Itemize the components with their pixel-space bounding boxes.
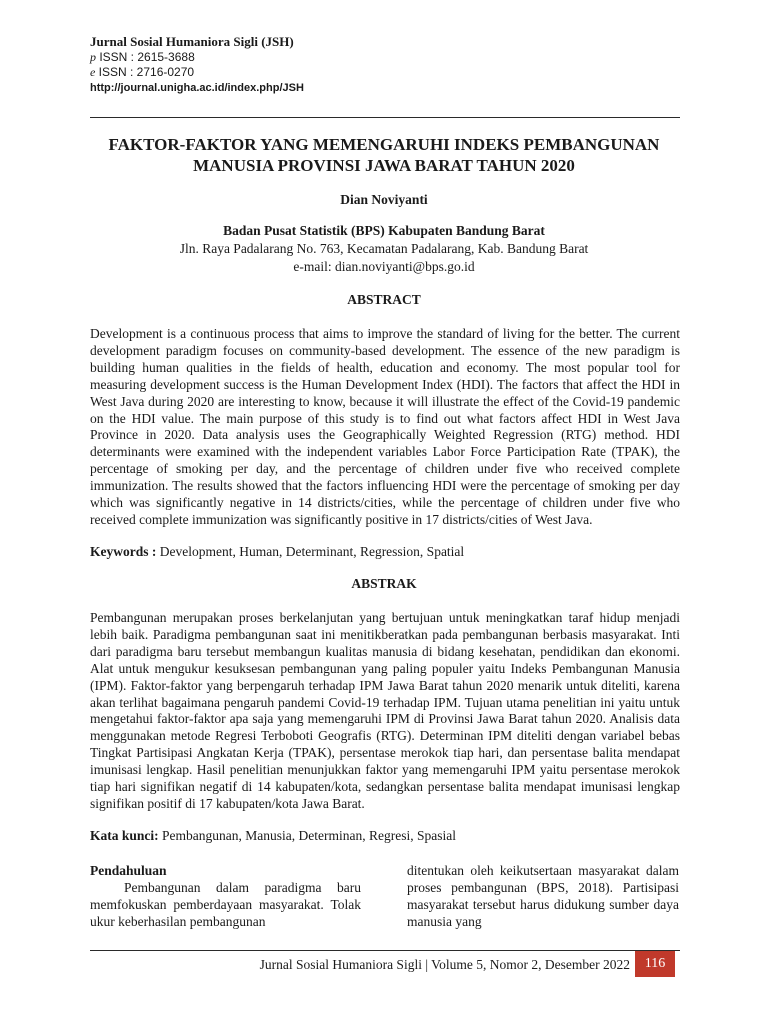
- abstrak-body: Pembangunan merupakan proses berkelanjutan yang bertujuan untuk meningkatkan taraf hidup menjadi lebih baik. Paradigma pembangunan saat ini menitikberatkan pada pembangunan berbasis masyarakat. Inti dari paradigma baru tersebut membangun kualitas manusia di bidang kesehatan, pendidikan dan ekonomi. Alat untuk mengukur kesuksesan pembangunan yang paling populer yaitu Indeks Pembangunan Manusia (IPM). Faktor-faktor yang berpengaruh terhadap IPM Jawa Barat tahun 2020 menarik untuk diteliti, karena akan terlihat bagaimana pengaruh pandemi Covid-19 terhadap IPM. Tujuan utama penelitian ini yaitu untuk mengetahui faktor-faktor apa saja yang memengaruhi IPM di Provinsi Jawa Barat tahun 2020. Analisis data menggunakan metode Regresi Terboboti Geografis (RTG). Determinan IPM diteliti dengan variabel bebas Tingkat Partisipasi Angkatan Kerja (TPAK), persentase merokok tiap hari, dan persentase balita mendapat imunisasi lengkap. Hasil penelitian menunjukkan faktor yang memengaruhi IPM yaitu persentase merokok tiap hari signifikan negatif di 14 kabupaten/kota, sedangkan persentase balita mendapat imunisasi lengkap signifikan positif di 17 kabupaten/kota Jawa Barat.: [90, 610, 680, 811]
- online-issn-prefix: e: [90, 65, 96, 79]
- online-issn-value: ISSN : 2716-0270: [98, 65, 195, 79]
- body-paragraph-left: Pembangunan dalam paradigma baru memfokuskan pemberdayaan masyarakat. Tolak ukur keberhasilan pembangunan: [90, 880, 361, 929]
- page-number-badge: 116: [635, 951, 675, 977]
- print-issn-prefix: p: [90, 50, 96, 64]
- author-name: Dian Noviyanti: [340, 192, 428, 207]
- author-email: e-mail: dian.noviyanti@bps.go.id: [293, 259, 475, 274]
- abstrak-keywords: [90, 828, 680, 844]
- header-divider: [90, 117, 680, 118]
- paper-title: [60, 134, 708, 176]
- online-issn: [90, 65, 304, 80]
- abstrak-heading: ABSTRAK: [351, 576, 417, 591]
- print-issn-value: ISSN : 2615-3688: [99, 50, 195, 64]
- footer-journal-info: Jurnal Sosial Humaniora Sigli | Volume 5, Nomor 2, Desember 2022: [259, 957, 630, 972]
- body-paragraph-right: ditentukan oleh keikutsertaan masyarakat dalam proses pembangunan (BPS, 2018). Partisipasi masyarakat tersebut harus didukung sumber daya manusia yang: [407, 863, 679, 929]
- journal-header: [90, 34, 304, 96]
- body-column-left: [90, 862, 361, 930]
- section-heading: Pendahuluan: [90, 863, 167, 878]
- paper-title-line-1: FAKTOR-FAKTOR YANG MEMENGARUHI INDEKS PEMBANGUNAN: [108, 135, 660, 154]
- keywords-label: Keywords :: [90, 544, 157, 559]
- kata-kunci-label: Kata kunci:: [90, 828, 159, 843]
- abstract-heading: ABSTRACT: [347, 292, 421, 307]
- abstract-body: Development is a continuous process that aims to improve the standard of living for the better. The current development paradigm focuses on community-based development. The essence of the new paradigm is building human qualities in the fields of health, education and economy. The most popular tool for measuring development success is the Human Development Index (HDI). The factors that affect the HDI in West Java during 2020 are interesting to know, because it will illustrate the effect of the Covid-19 pandemic on the HDI value. The main purpose of this study is to find out what factors affect HDI in West Java Province in 2020. Data analysis uses the Geographically Weighted Regression (RTG) method. HDI determinants were examined with the independent variables Labor Force Participation Rate (TPAK), the percentage of smoking per day, and the percentage of children under five who received complete immunization. The results showed that the factors influencing HDI were the percentage of smoking per day which was significantly negative in 14 districts/cities, while the percentage of children under five who received complete immunization was significantly positive in 17 districts/cities of West Java.: [90, 326, 680, 527]
- footer-divider: [90, 950, 680, 951]
- institution: Badan Pusat Statistik (BPS) Kabupaten Bandung Barat: [223, 223, 545, 238]
- journal-url-link[interactable]: http://journal.unigha.ac.id/index.php/JSH: [90, 82, 304, 94]
- journal-name: Jurnal Sosial Humaniora Sigli (JSH): [90, 34, 294, 49]
- paper-title-line-2: MANUSIA PROVINSI JAWA BARAT TAHUN 2020: [193, 156, 575, 175]
- abstract-keywords: [90, 544, 680, 560]
- affiliation-block: [0, 222, 768, 276]
- body-column-right: [407, 862, 679, 930]
- print-issn: [90, 50, 304, 65]
- kata-kunci-list: Pembangunan, Manusia, Determinan, Regresi, Spasial: [162, 828, 456, 843]
- institution-address: Jln. Raya Padalarang No. 763, Kecamatan Padalarang, Kab. Bandung Barat: [179, 241, 589, 256]
- keywords-list: Development, Human, Determinant, Regression, Spatial: [159, 544, 465, 559]
